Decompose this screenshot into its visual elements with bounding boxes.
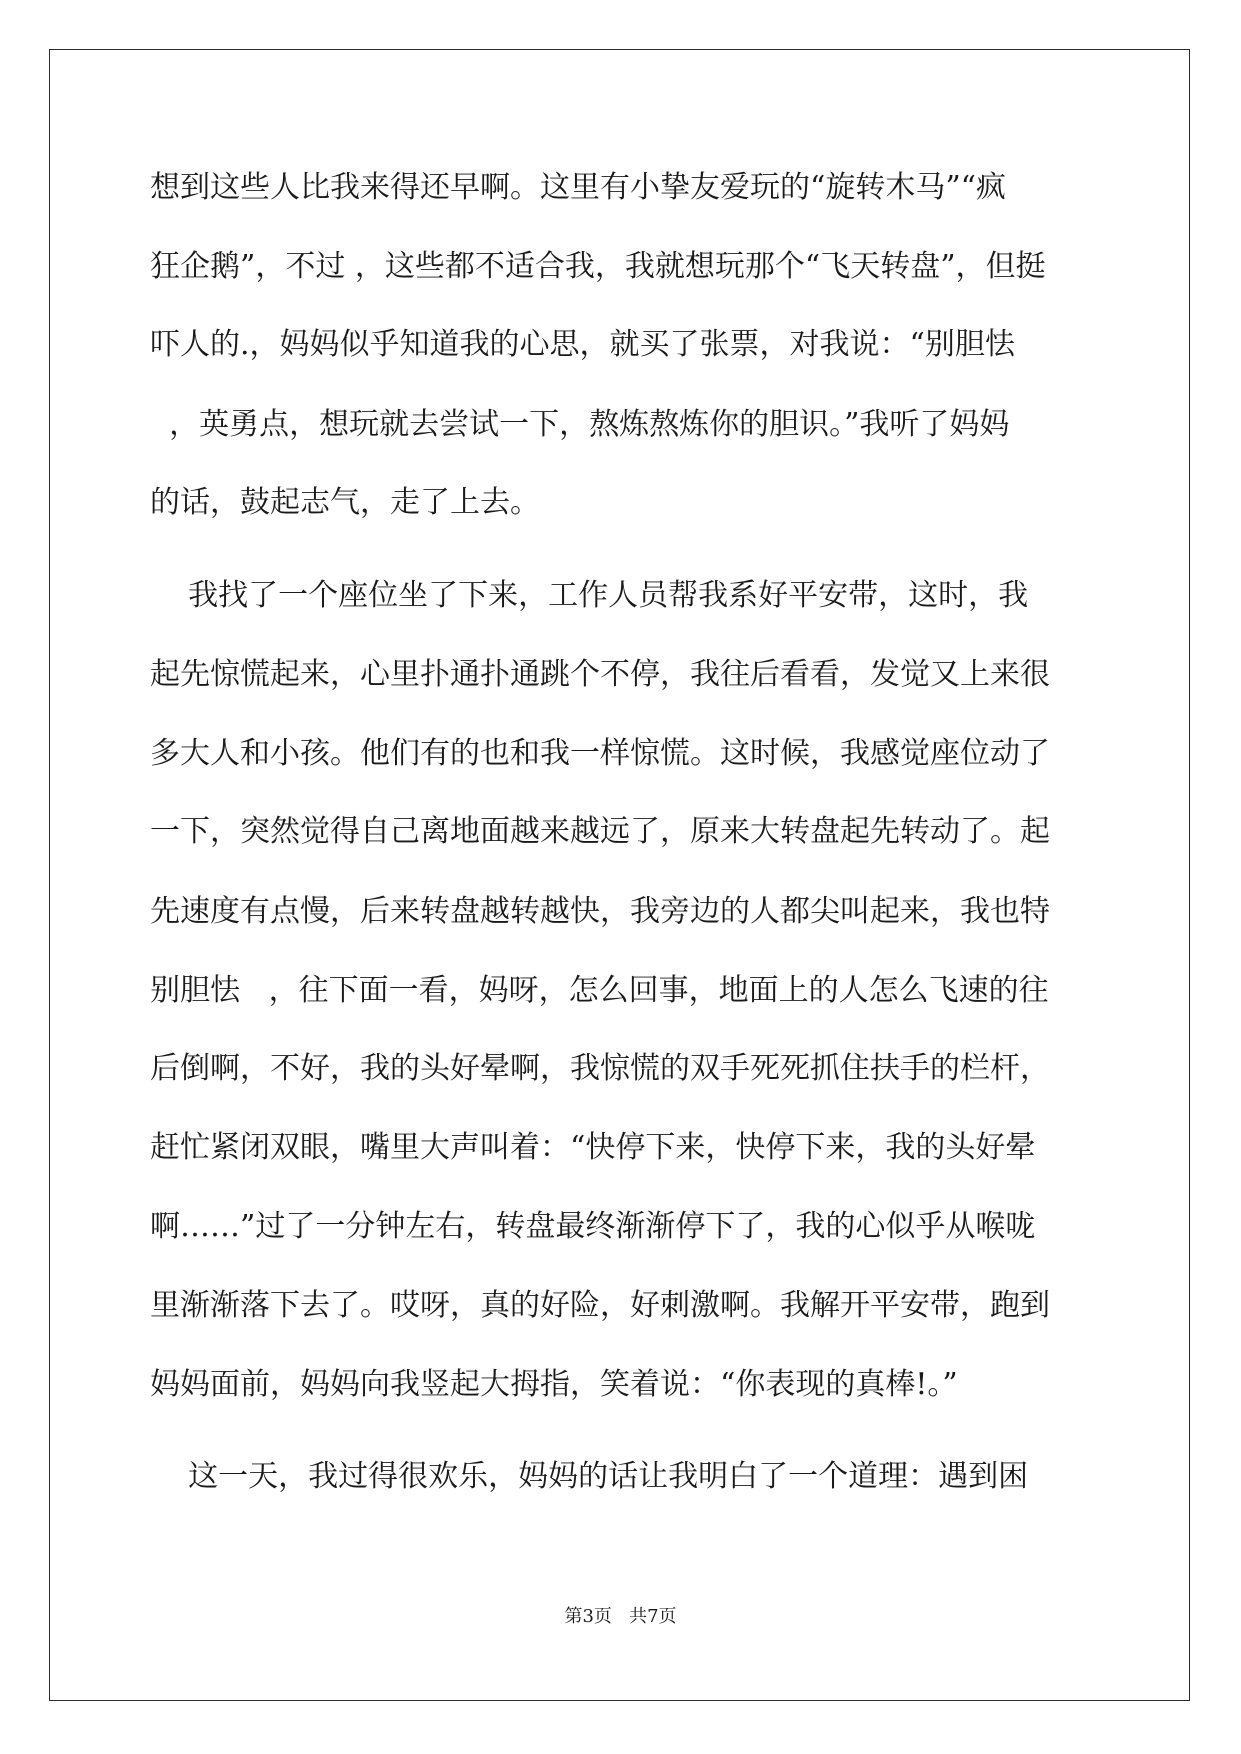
- text-line: 后倒啊，不好，我的头好晕啊，我惊慌的双手死死抓住扶手的栏杆，: [150, 1051, 1050, 1086]
- text-line: ，英勇点，想玩就去尝试一下，熬炼熬炼你的胆识。”我听了妈妈: [150, 407, 1010, 442]
- text-line: 我找了一个座位坐了下来，工作人员帮我系好平安带，这时，我: [150, 578, 1029, 613]
- page-number-footer: 第3页 共7页: [564, 1606, 677, 1627]
- text-line: 赶忙紧闭双眼，嘴里大声叫着：“快停下来，快停下来，我的头好晕: [150, 1130, 1036, 1165]
- text-line: 别胆怯 ，往下面一看，妈呀，怎么回事，地面上的人怎么飞速的往: [150, 973, 1049, 1008]
- text-line: 里渐渐落下去了。哎呀，真的好险，好刺激啊。我解开平安带，跑到: [150, 1288, 1050, 1323]
- text-line: 想到这些人比我来得还早啊。这里有小挚友爱玩的“旋转木马”“疯: [150, 170, 1007, 205]
- text-line: 妈妈面前，妈妈向我竖起大拇指，笑着说：“你表现的真棒!。”: [150, 1367, 958, 1402]
- text-line: 这一天，我过得很欢乐，妈妈的话让我明白了一个道理：遇到困: [150, 1459, 1029, 1494]
- text-line: 一下，突然觉得自己离地面越来越远了，原来大转盘起先转动了。起: [150, 814, 1050, 849]
- text-line: 吓人的.，妈妈似乎知道我的心思，就买了张票，对我说：“别胆怯: [150, 327, 1015, 362]
- text-line: 的话，鼓起志气，走了上去。: [150, 485, 540, 520]
- text-line: 先速度有点慢，后来转盘越转越快，我旁边的人都尖叫起来，我也特: [150, 894, 1050, 929]
- text-line: 多大人和小孩。他们有的也和我一样惊慌。这时候，我感觉座位动了: [150, 736, 1050, 771]
- text-line: 狂企鹅”，不过 ，这些都不适合我，我就想玩那个“飞天转盘”，但挺: [150, 249, 1046, 284]
- text-line: 啊……”过了一分钟左右，转盘最终渐渐停下了，我的心似乎从喉咙: [150, 1209, 1036, 1244]
- text-line: 起先惊慌起来，心里扑通扑通跳个不停，我往后看看，发觉又上来很: [150, 657, 1050, 692]
